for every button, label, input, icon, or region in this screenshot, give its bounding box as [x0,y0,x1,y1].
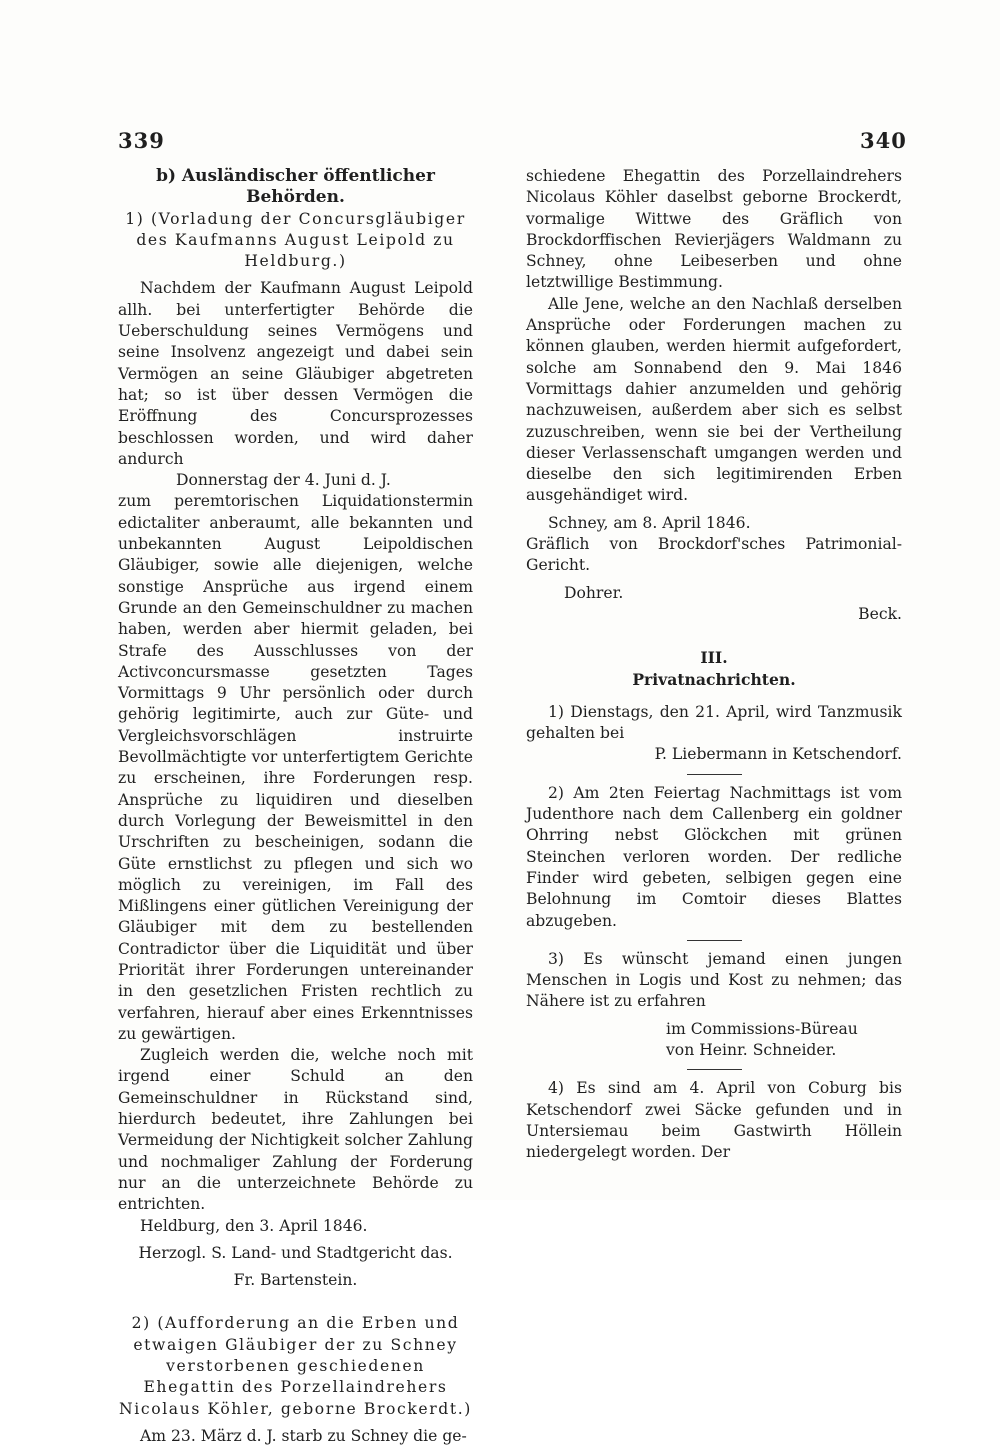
right-column [526,166,902,1163]
section-heading-private: Privatnachrichten. [632,669,796,689]
private-notice-2: 2) Am 2ten Feiertag Nachmittags ist vom Judenthore nach dem Callenberg ein goldner Ohrring nebst Glöckchen mit grünen Steinchen verloren worden. Der redliche Finder wird gebeten, selbigen gegen eine Belohnung im Comtoir dieses Blattes abzugeben. [526,783,902,930]
notice-1-signer: Fr. Bartenstein. [233,1271,358,1290]
private-notice-4: 4) Es sind am 4. April von Coburg bis Ketschendorf zwei Säcke gefunden und in Untersiemau beim Gastwirth Höllein niedergelegt worden. Der [526,1079,902,1162]
notice-2-title: 2) (Aufforderung an die Erben und etwaigen Gläubiger der zu Schney verstorbenen geschiedenen Ehegattin des Porzellaindrehers Nicolaus Köhler, geborne Brockerdt.) [119,1314,472,1418]
notice-2-paragraph-2: Alle Jene, welche an den Nachlaß derselben Ansprüche oder Forderungen machen zu können glauben, werden hiermit aufgefordert, solche am Sonnabend den 9. Mai 1846 Vormittags dahier anzumelden und gehörig nachzuweisen, außerdem aber sich es selbst zuzuschreiben, wenn sie bei der Vertheilung dieser Verlassenschaft umgangen werden und dieselbe den sich legitimirenden Erben ausgehändiget wird. [526,294,902,505]
separator-rule [687,1069,742,1070]
left-column [118,166,473,1447]
notice-1-place-date: Heldburg, den 3. April 1846. [140,1216,368,1235]
separator-rule [687,774,742,775]
notice-2-signer-2: Beck. [858,604,902,623]
notice-2-court: Gräflich von Brockdorf'sches Patrimonial-Gericht. [526,535,902,575]
notice-1-paragraph-3: Zugleich werden die, welche noch mit irgend einer Schuld an den Gemeinschuldner in Rückstand sind, hierdurch bedeutet, ihre Zahlungen bei Vermeidung der Nichtigkeit solcher Zahlung und nochmaliger Zahlung der Forderung nur an die unterzeichnete Behörde zu entrichten. [118,1046,473,1214]
separator-rule [687,940,742,941]
notice-1-title: 1) (Vorladung der Concursgläubiger des Kaufmanns August Leipold zu Heldburg.) [125,209,466,271]
notice-1-date: Donnerstag der 4. Juni d. J. [176,471,391,490]
private-notice-3: 3) Es wünscht jemand einen jungen Menschen in Logis und Kost zu nehmen; das Nähere ist zu erfahren [526,949,902,1011]
private-notice-3-signature-2: von Heinr. Schneider. [666,1040,837,1059]
private-notice-1-name: P. Liebermann in Ketschendorf. [654,745,902,764]
notice-2-place-date: Schney, am 8. April 1846. [548,513,751,532]
private-notice-3-signature-1: im Commissions-Büreau [666,1019,858,1038]
notice-2-start: Am 23. März d. J. starb zu Schney die ge- [140,1426,467,1445]
section-number-iii: III. [700,648,728,668]
notice-1-paragraph-2: zum peremtorischen Liquidationstermin edictaliter anberaumt, alle bekannten und unbekannten August Leipoldischen Gläubiger, sowie alle diejenigen, welche sonstige Ansprüche aus irgend einem Grunde an den Gemeinschuldner zu machen haben, werden aber hiermit geladen, bei Strafe des Ausschlusses von der Activconcursmasse gesetzten Tages Vormittags 9 Uhr persönlich oder durch gehörig legitimirte, auch zur Güte- und Vergleichsvorschlägen instruirte Bevollmächtigte vor unterfertigtem Gerichte zu erscheinen, ihre Forderungen resp. Ansprüche zu liquidiren und dieselben durch Vorlegung der Beweismittel in den Urschriften zu bescheinigen, sodann die Güte ernstlichst zu pflegen und sich wo möglich zu vereinigen, im Fall des Mißlingens einer gütlichen Vereinigung der Gläubiger mit dem zu bestellenden Contradictor über die Liquidität und über Priorität ihrer Forderungen untereinander in den gesetzlichen Fristen rechtlich zu verfahren, hierauf aber eines Erkenntnisses zu gewärtigen. [118,492,473,1043]
private-notice-1: 1) Dienstags, den 21. April, wird Tanzmusik gehalten bei [526,702,902,743]
notice-2-signer-1: Dohrer. [564,583,624,602]
notice-1-paragraph-1: Nachdem der Kaufmann August Leipold allh. bei unterfertigter Behörde die Ueberschuldung seines Vermögens und seine Insolvenz angezeigt und dabei sein Vermögen an seine Gläubiger abgetreten hat; so ist über dessen Vermögen die Eröffnung des Concursprozesses beschlossen worden, und wird daher andurch [118,279,473,468]
page-number-left: 339 [118,128,165,153]
notice-2-continuation: schiedene Ehegattin des Porzellaindrehers Nicolaus Köhler daselbst geborne Brockerdt, vormalige Wittwe des Gräflich von Brockdorffischen Revierjägers Waldmann zu Schney, ohne Leibeserben und ohne letztwillige Bestimmung. [526,167,902,292]
notice-1-court: Herzogl. S. Land- und Stadtgericht das. [138,1243,453,1262]
page-number-right: 340 [860,128,907,153]
section-heading-b: b) Ausländischer öffentlicher Behörden. [156,166,435,208]
